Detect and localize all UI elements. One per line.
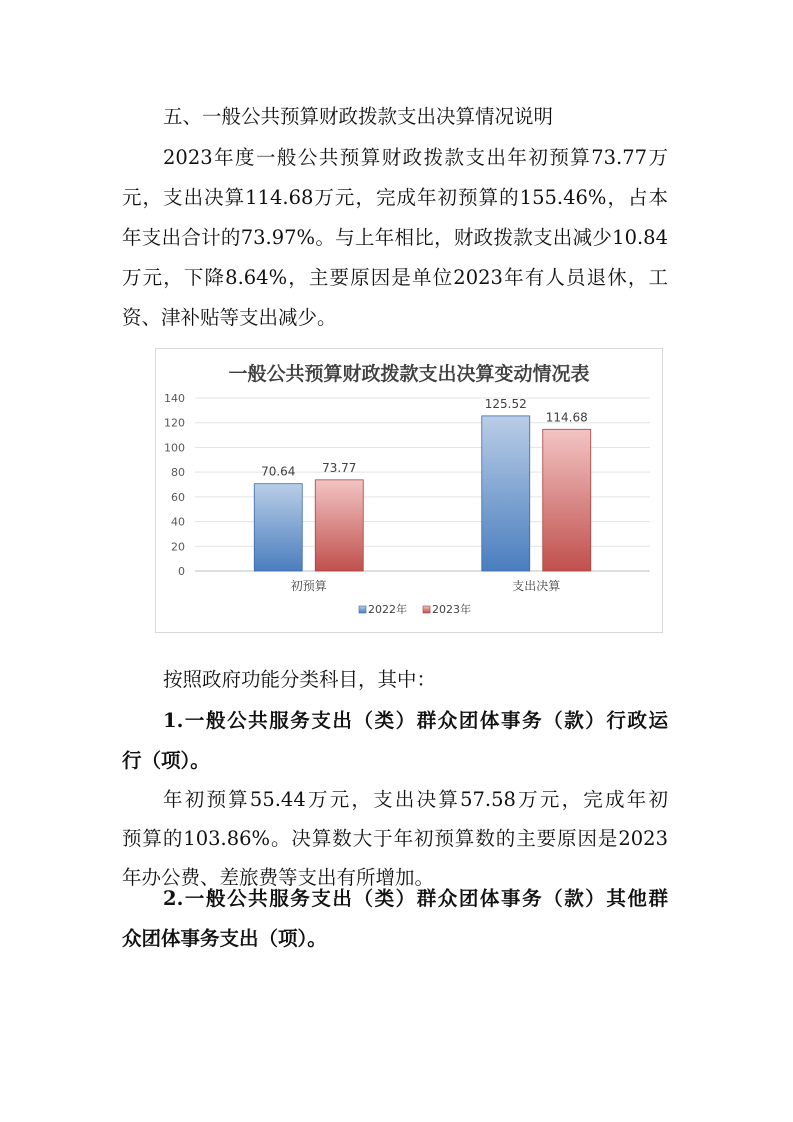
- item1-heading: 1.一般公共服务支出（类）群众团体事务（款）行政运: [163, 709, 668, 732]
- y-tick-label: 140: [164, 392, 185, 405]
- item1-body-line: 预算的103.86%。决算数大于年初预算数的主要原因是2023: [122, 827, 668, 850]
- item1-body-line: 年办公费、差旅费等支出有所增加。: [122, 866, 435, 889]
- data-label: 70.64: [261, 464, 296, 479]
- classification-intro: 按照政府功能分类科目，其中：: [163, 668, 437, 691]
- y-tick-label: 60: [171, 490, 185, 504]
- y-tick-label: 0: [178, 565, 185, 578]
- intro-line: 资、津补贴等支出减少。: [122, 306, 337, 329]
- section-heading: 五、一般公共预算财政拨款支出决算情况说明: [163, 105, 554, 128]
- intro-line: 2023年度一般公共预算财政拨款支出年初预算73.77万: [163, 146, 668, 169]
- data-label: 125.52: [484, 396, 527, 411]
- legend-label: 2022年: [368, 603, 407, 616]
- data-label: 73.77: [322, 460, 357, 475]
- x-tick-label: 支出决算: [512, 579, 561, 593]
- legend-label: 2023年: [432, 603, 471, 616]
- item2-heading: 2.一般公共服务支出（类）群众团体事务（款）其他群: [163, 887, 668, 910]
- intro-line: 年支出合计的73.97%。与上年相比，财政拨款支出减少10.84: [122, 226, 668, 249]
- item2-heading: 众团体事务支出（项）。: [122, 927, 327, 950]
- chart-title: 一般公共预算财政拨款支出决算变动情况表: [228, 363, 590, 385]
- y-tick-label: 100: [164, 441, 185, 455]
- y-tick-label: 80: [171, 466, 185, 480]
- intro-line: 元，支出决算114.68万元，完成年初预算的155.46%，占本: [122, 186, 668, 209]
- data-label: 114.68: [545, 410, 588, 425]
- chart-frame: [155, 348, 663, 633]
- item1-heading: 行（项）。: [122, 749, 210, 772]
- y-tick-label: 120: [164, 416, 185, 430]
- intro-line: 万元，下降8.64%，主要原因是单位2023年有人员退休，工: [122, 266, 668, 289]
- y-tick-label: 40: [171, 515, 185, 529]
- x-tick-label: 初预算: [290, 579, 327, 593]
- item1-body-line: 年初预算55.44万元，支出决算57.58万元，完成年初: [163, 788, 668, 811]
- y-tick-label: 20: [171, 540, 185, 554]
